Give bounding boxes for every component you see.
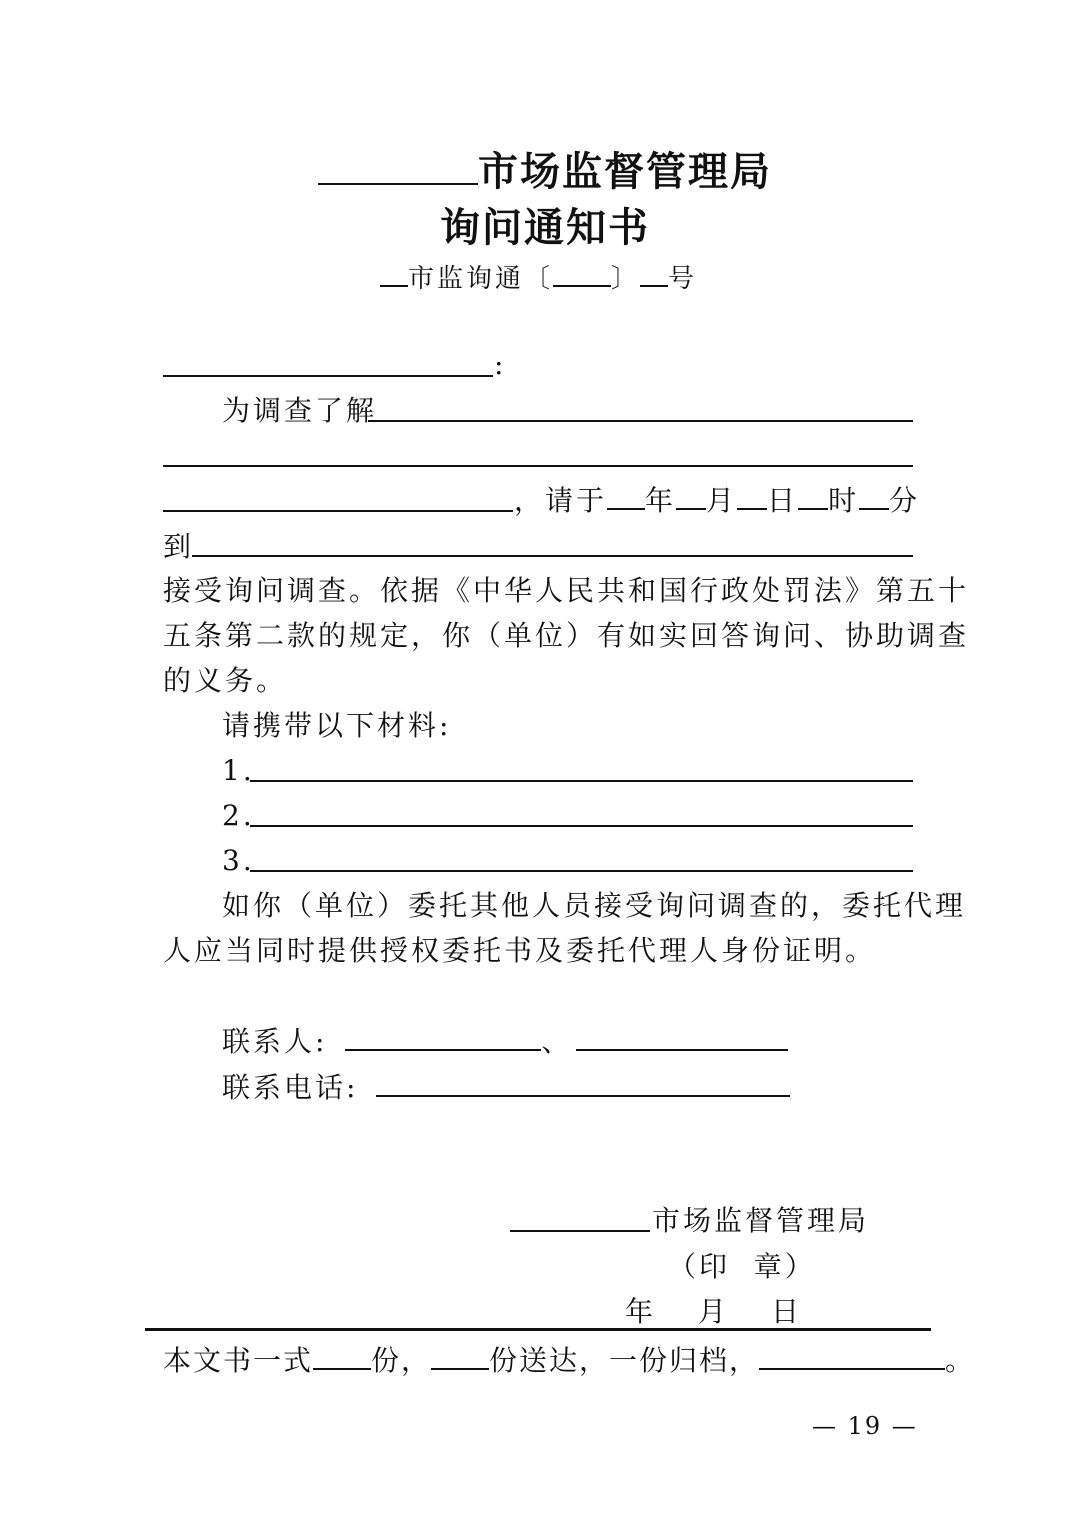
issuing-agency-blank[interactable] bbox=[510, 1230, 650, 1232]
material-item-1-blank[interactable] bbox=[250, 780, 913, 782]
location-blank[interactable] bbox=[192, 555, 913, 557]
doc-no-blank-year[interactable] bbox=[553, 285, 611, 287]
served-copies-blank[interactable] bbox=[431, 1368, 489, 1370]
date-year: 年 bbox=[625, 1295, 657, 1328]
legal-line-2: 五条第二款的规定，你（单位）有如实回答询问、协助调查 bbox=[163, 619, 970, 652]
title-line-2: 询问通知书 bbox=[440, 204, 650, 251]
legal-line-1: 接受询问调查。依据《中华人民共和国行政处罚法》第五十 bbox=[163, 574, 970, 607]
title-agency: 市场监督管理局 bbox=[478, 148, 772, 195]
page-number: — 19 — bbox=[812, 1412, 918, 1440]
date-month: 月 bbox=[698, 1295, 730, 1328]
agency-name-blank[interactable] bbox=[318, 183, 478, 185]
contact-person-2-blank[interactable] bbox=[576, 1049, 788, 1051]
location-prefix: 到 bbox=[163, 530, 195, 563]
date-day: 日 bbox=[771, 1295, 803, 1328]
phone-label: 联系电话: bbox=[222, 1071, 359, 1104]
year-blank[interactable] bbox=[607, 508, 645, 510]
materials-intro: 请携带以下材料: bbox=[222, 709, 452, 742]
seal-placeholder: （印 章） bbox=[668, 1250, 816, 1283]
material-item-1-number: 1. bbox=[222, 754, 255, 787]
phone-blank[interactable] bbox=[376, 1095, 790, 1097]
remaining-copy-blank[interactable] bbox=[759, 1368, 945, 1370]
copies-line: 本文书一式 份， 份送达，一份归档， 。 bbox=[163, 1344, 976, 1377]
total-copies-blank[interactable] bbox=[313, 1368, 371, 1370]
material-item-3-number: 3. bbox=[222, 844, 255, 877]
investigation-subject-blank-2[interactable] bbox=[163, 465, 913, 467]
para1-start: 为调查了解 bbox=[222, 394, 378, 427]
footer-divider bbox=[145, 1328, 931, 1331]
contact-person-1-blank[interactable] bbox=[345, 1049, 541, 1051]
agent-line-2: 人应当同时提供授权委托书及委托代理人身份证明。 bbox=[163, 934, 877, 967]
material-item-2-blank[interactable] bbox=[250, 825, 913, 827]
day-blank[interactable] bbox=[737, 508, 767, 510]
doc-no-blank-serial[interactable] bbox=[640, 285, 668, 287]
time-line: ，请于 年 月 日 时 分 bbox=[514, 484, 921, 517]
contact-row bbox=[222, 1027, 788, 1057]
document-number: 市监询通〔 〕 号 bbox=[380, 258, 697, 295]
issuing-agency: 市场监督管理局 bbox=[652, 1204, 870, 1237]
contact-separator: 、 bbox=[541, 1025, 573, 1058]
material-item-3-blank[interactable] bbox=[250, 870, 913, 872]
investigation-subject-blank-1[interactable] bbox=[368, 420, 913, 422]
month-blank[interactable] bbox=[676, 508, 706, 510]
recipient-blank[interactable] bbox=[163, 375, 493, 377]
investigation-subject-blank-3[interactable] bbox=[163, 510, 513, 512]
doc-no-blank-prefix[interactable] bbox=[380, 285, 408, 287]
minute-blank[interactable] bbox=[859, 508, 889, 510]
title-line-1 bbox=[318, 140, 772, 197]
contact-label: 联系人: bbox=[222, 1025, 328, 1058]
legal-line-3: 的义务。 bbox=[163, 664, 288, 697]
material-item-2-number: 2. bbox=[222, 799, 255, 832]
hour-blank[interactable] bbox=[798, 508, 828, 510]
agent-line-1: 如你（单位）委托其他人员接受询问调查的，委托代理 bbox=[222, 889, 967, 922]
salutation-colon: : bbox=[494, 348, 507, 381]
phone-row bbox=[222, 1073, 790, 1103]
